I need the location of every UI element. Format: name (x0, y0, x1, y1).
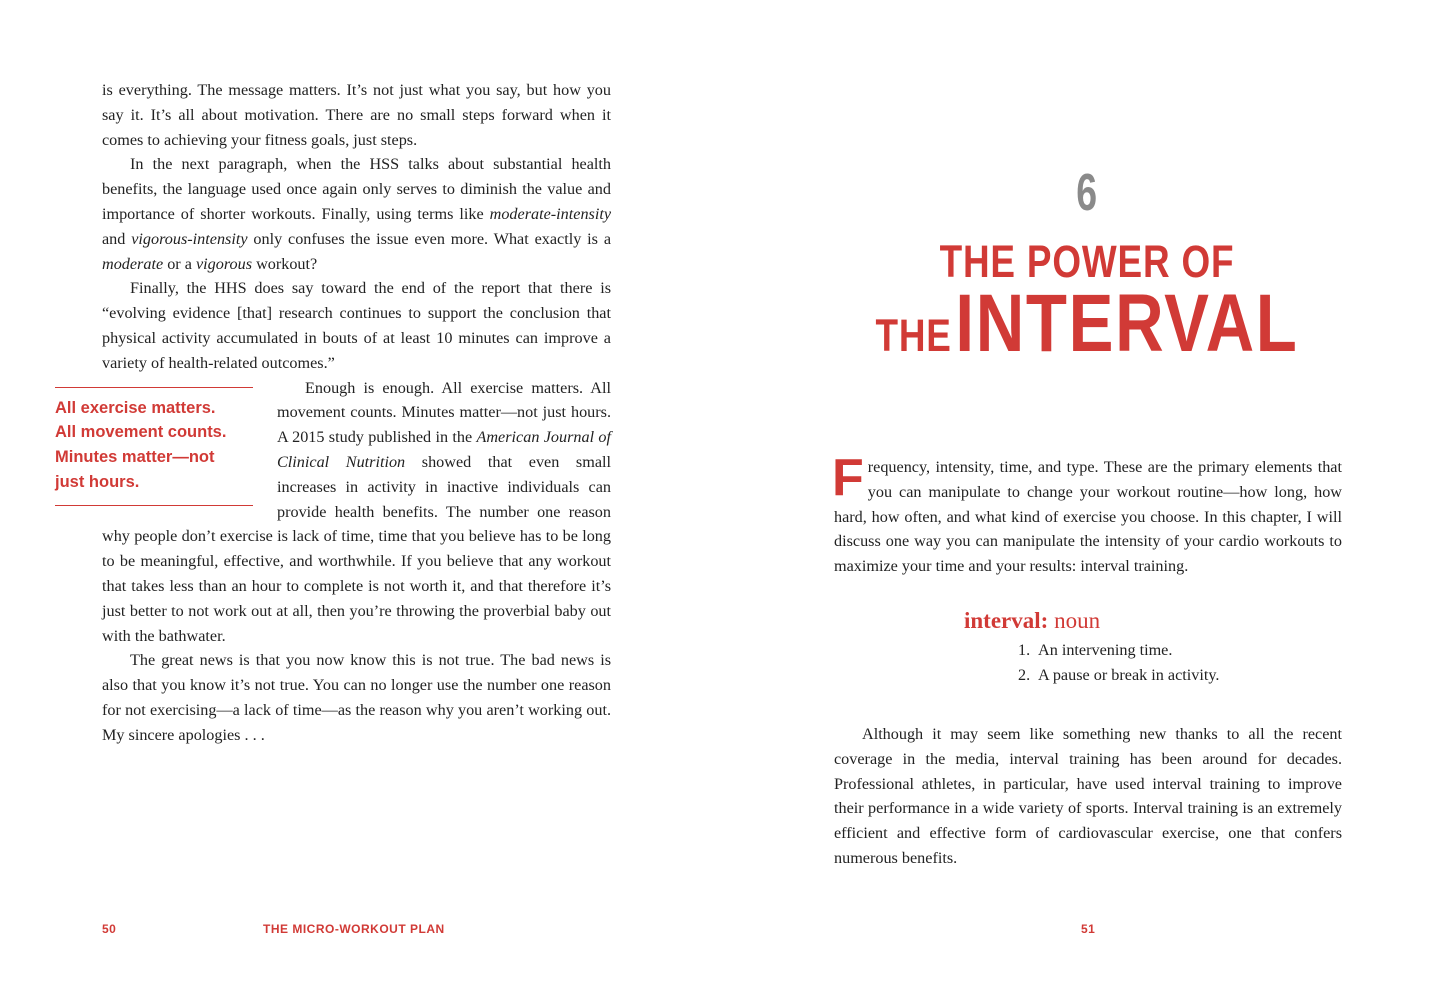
pull-quote-line: Minutes matter—not (55, 448, 215, 467)
right-page (722, 0, 1445, 985)
definition-term: interval: noun (964, 608, 1101, 633)
paragraph: Enough is enough. All exercise matters. All movement counts. Minutes matter—not just hours. A 2015 study published in the American Journal of Clinical Nutrition showed that even small increases in activity in inactive individuals can provide health benefits. The number one reason why people don’t exercise is lack of time, time that you believe has to be long to be meaningful, effective, and worthwhile. If you believe that any workout that takes less than an hour to complete is not worth it, and that therefore it’s just better to not work out at all, then you’re throwing the proverbial baby out with the bathwater. (102, 378, 612, 645)
pull-quote-line: just hours. (55, 472, 140, 491)
drop-cap: F (832, 449, 864, 507)
pull-quote (55, 387, 253, 506)
definition-box (964, 608, 1219, 688)
intro-paragraph: Frequency, intensity, time, and type. These are the primary elements that you can manipulate to change your workout routine—how long, how hard, how often, and what kind of exercise you choose. In this chapter, I will discuss one way you can manipulate the intensity of your cardio workouts to maximize your time and your results: interval training. (832, 449, 1342, 576)
definition-sense: 2. A pause or break in activity. (1018, 665, 1220, 684)
right-body-text (834, 722, 1342, 871)
paragraph: In the next paragraph, when the HSS talks about substantial health benefits, the language used once again only serves to diminish the value and importance of shorter workouts. Finally, using terms like moderate-intensity and vigorous-intensity only confuses the issue even more. What exactly is a moderate or a vigorous workout? (102, 155, 612, 273)
chapter-number: 6 (1076, 164, 1098, 222)
chapter-intro (832, 449, 1342, 579)
chapter-title-line-1: THE POWER OF (939, 236, 1235, 287)
paragraph: Although it may seem like something new thanks to all the recent coverage in the media, interval training has been around for decades. Professional athletes, in particular, have used interval training to improve their performance in a wide variety of sports. Interval training is an extremely efficient and effective form of cardiovascular exercise, one that confers numerous benefits. (834, 725, 1342, 867)
pull-quote-line: All exercise matters. (55, 398, 216, 417)
paragraph: is everything. The message matters. It’s not just what you say, but how you say it. It’s all about motivation. There are no small steps forward when it comes to achieving your fitness goals, just steps. (102, 81, 611, 149)
left-body-text (55, 78, 612, 748)
running-title: THE MICRO-WORKOUT PLAN (263, 922, 445, 936)
chapter-title-interval: INTERVAL (955, 278, 1299, 369)
left-page (0, 0, 722, 985)
chapter-title-line-2 (788, 277, 1387, 371)
page-number: 50 (102, 922, 117, 936)
chapter-title-the: THE (875, 310, 952, 361)
paragraph: The great news is that you now know this is not true. The bad news is also that you know it’s not true. You can no longer use the number one reason for not exercising—a lack of time—as the reason why you aren’t working out. My sincere apologies . . . (102, 651, 611, 744)
page-number: 51 (1081, 922, 1096, 936)
definition-sense: 1. An intervening time. (1018, 641, 1173, 659)
definition-list (964, 638, 1219, 688)
pull-quote-line: All movement counts. (55, 423, 227, 442)
paragraph: Finally, the HHS does say toward the end of the report that there is “evolving evidence [that] research continues to support the conclusion that physical activity accumulated in bouts of at least 10 minutes can improve a variety of health-related outcomes.” (102, 279, 611, 372)
